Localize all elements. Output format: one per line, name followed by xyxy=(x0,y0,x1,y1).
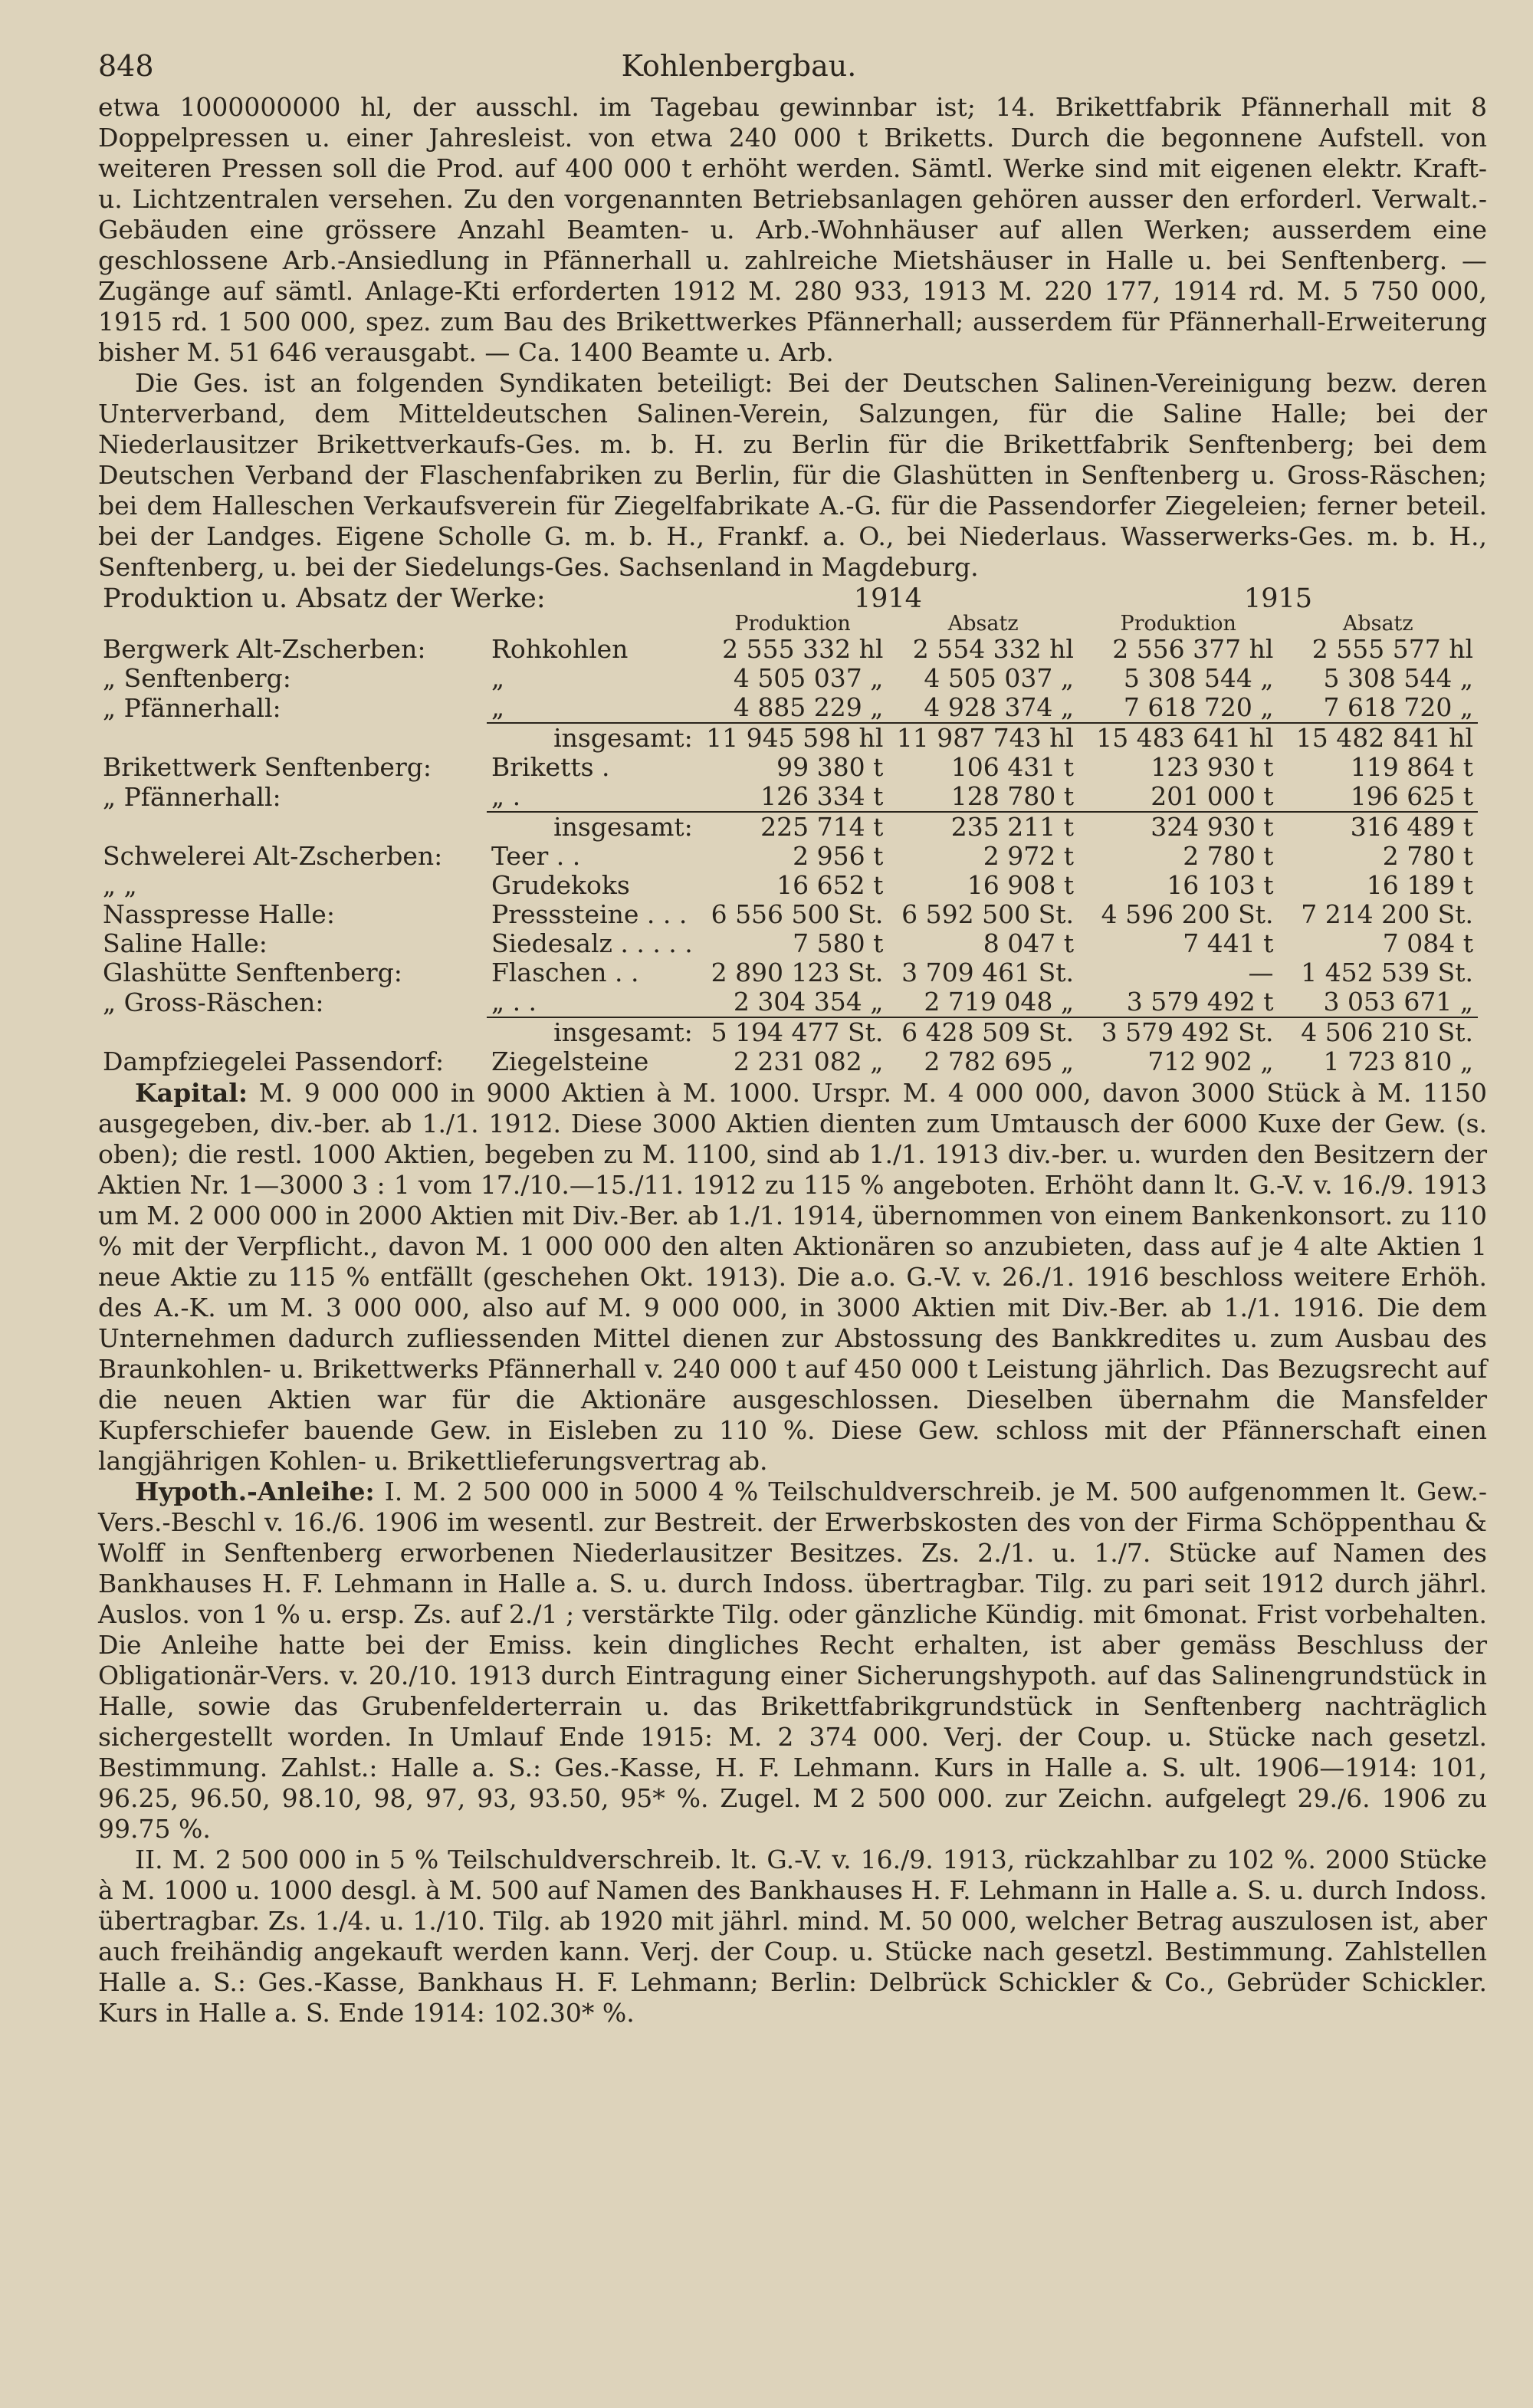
row-value: 2 890 123 St. xyxy=(711,958,884,987)
subhead-produktion-1915: Produktion xyxy=(1120,612,1236,636)
running-head: Kohlenbergbau. xyxy=(621,49,857,83)
table-total-row xyxy=(98,812,1478,842)
row-value: 106 431 t xyxy=(950,752,1074,782)
row-value: 15 483 641 hl xyxy=(1078,723,1278,753)
table-row xyxy=(98,987,1478,1017)
hypoth-lead: Hypoth.-Anleihe: xyxy=(135,1477,375,1506)
subhead-produktion-1914: Produktion xyxy=(734,612,851,636)
row-product: Siedesalz . . . . . xyxy=(491,928,693,958)
row-product: Grudekoks xyxy=(491,870,630,900)
page-number: 848 xyxy=(98,49,154,83)
production-table xyxy=(98,584,1478,1076)
kapital-lead: Kapital: xyxy=(135,1078,248,1108)
row-value: 4 505 037 „ xyxy=(924,663,1074,693)
row-value: 2 719 048 „ xyxy=(924,987,1074,1017)
row-value: 235 211 t xyxy=(888,812,1078,842)
row-value: 3 579 492 St. xyxy=(1078,1017,1278,1047)
year-1914: 1914 xyxy=(853,583,922,614)
table-row xyxy=(98,900,1478,929)
row-value: 2 956 t xyxy=(793,841,884,871)
table-title: Produktion u. Absatz der Werke: xyxy=(103,583,546,614)
table-row xyxy=(98,753,1478,782)
row-name: „ Gross-Räschen: xyxy=(103,987,324,1017)
row-name: Brikettwerk Senftenberg: xyxy=(103,752,432,782)
row-value: 7 441 t xyxy=(1183,928,1274,958)
row-product: Teer . . xyxy=(491,841,581,871)
row-value: 6 428 509 St. xyxy=(888,1017,1078,1047)
row-value: 712 902 „ xyxy=(1147,1046,1274,1076)
row-name xyxy=(98,723,487,753)
paragraph-syndicates: Die Ges. ist an folgenden Syndikaten beteiligt: Bei der Deutschen Salinen-Vereinigung bezw. deren Unterverband, dem Mitteldeutschen Salinen-Verein, Salzungen, für die Saline Halle; bei der Niederlausitzer Brikettverkaufs-Ges. m. b. H. zu Berlin für die Brikettfabrik Senftenberg; bei dem Deutschen Verband der Flaschenfabriken zu Berlin, für die Glashütten in Senftenberg u. Gross-Räschen; bei dem Halleschen Verkaufsverein für Ziegelfabrikate A.-G. für die Passendorfer Ziegeleien; ferner beteil. bei der Landges. Eigene Scholle G. m. b. H., Frankf. a. O., bei Niederlaus. Wasserwerks-Ges. m. b. H., Senftenberg, u. bei der Siedelungs-Ges. Sachsenland in Magdeburg. xyxy=(98,368,1487,582)
table-row xyxy=(98,635,1478,664)
row-value: 7 580 t xyxy=(793,928,884,958)
row-product: „ . xyxy=(491,781,521,811)
row-value: 5 308 544 „ xyxy=(1323,663,1473,693)
row-value: 2 555 577 hl xyxy=(1311,634,1473,664)
row-value: 8 047 t xyxy=(983,928,1074,958)
table-subheader xyxy=(98,613,1478,635)
row-value: 99 380 t xyxy=(776,752,884,782)
row-value: 7 618 720 „ xyxy=(1323,692,1473,722)
row-value: — xyxy=(1248,958,1274,987)
row-value: 2 972 t xyxy=(983,841,1074,871)
subhead-absatz-1914: Absatz xyxy=(947,612,1019,636)
row-value: 119 864 t xyxy=(1350,752,1473,782)
row-value: 2 782 695 „ xyxy=(924,1046,1074,1076)
row-value: 2 780 t xyxy=(1382,841,1473,871)
row-value: 4 596 200 St. xyxy=(1101,899,1274,929)
table-row xyxy=(98,929,1478,958)
row-value: 16 908 t xyxy=(967,870,1074,900)
paragraph-kapital xyxy=(98,1078,1487,1477)
row-product: Rohkohlen xyxy=(491,634,629,664)
kapital-text: M. 9 000 000 in 9000 Aktien à M. 1000. Urspr. M. 4 000 000, davon 3000 Stück à M. 1150 ausgegeben, div.-ber. ab 1./1. 1912. Diese 3000 Aktien dienten zum Umtausch der 6000 Kuxe der Gew. (s. oben); die restl. 1000 Aktien, begeben zu M. 1100, sind ab 1./1. 1913 div.-ber. u. wurden den Besitzern der Aktien Nr. 1—3000 3 : 1 vom 17./10.—15./11. 1912 zu 115 % angeboten. Erhöht dann lt. G.-V. v. 16./9. 1913 um M. 2 000 000 in 2000 Aktien mit Div.-Ber. ab 1./1. 1914, übernommen von einem Bankenkonsort. zu 110 % mit der Verpflicht., davon M. 1 000 000 den alten Aktionären so anzubieten, dass auf je 4 alte Aktien 1 neue Aktie zu 115 % entfällt (geschehen Okt. 1913). Die a.o. G.-V. v. 26./1. 1916 beschloss weitere Erhöh. des A.-K. um M. 3 000 000, also auf M. 9 000 000, in 3000 Aktien mit Div.-Ber. ab 1./1. 1916. Die dem Unternehmen dadurch zufliessenden Mittel dienen zur Abstossung des Bankkredites u. zum Ausbau des Braunkohlen- u. Brikettwerks Pfännerhall v. 240 000 t auf 450 000 t Leistung jährlich. Das Bezugsrecht auf die neuen Aktien war für die Aktionäre ausgeschlossen. Dieselben übernahm die Mansfelder Kupferschiefer bauende Gew. in Eisleben zu 110 %. Diese Gew. schloss mit der Pfännerschaft einen langjährigen Kohlen- u. Brikettlieferungsvertrag ab. xyxy=(98,1078,1487,1476)
table-total-row xyxy=(98,723,1478,753)
row-value: 316 489 t xyxy=(1278,812,1478,842)
row-value: 2 554 332 hl xyxy=(912,634,1074,664)
row-value: 7 084 t xyxy=(1382,928,1473,958)
row-value: 4 928 374 „ xyxy=(924,692,1074,722)
row-product: insgesamt: xyxy=(487,812,698,842)
row-product: Presssteine . . . xyxy=(491,899,688,929)
table-header-years xyxy=(98,584,1478,613)
row-value: 7 618 720 „ xyxy=(1123,692,1274,722)
row-value: 3 053 671 „ xyxy=(1323,987,1473,1017)
row-product: Ziegelsteine xyxy=(491,1046,649,1076)
table-row xyxy=(98,958,1478,987)
row-value: 3 579 492 t xyxy=(1126,987,1274,1017)
subhead-absatz-1915: Absatz xyxy=(1342,612,1413,636)
table-body xyxy=(98,635,1478,1076)
table-row xyxy=(98,1047,1478,1076)
row-name: Saline Halle: xyxy=(103,928,268,958)
row-name xyxy=(98,812,487,842)
row-value: 16 652 t xyxy=(776,870,884,900)
row-value: 11 945 598 hl xyxy=(698,723,888,753)
row-value: 16 103 t xyxy=(1167,870,1274,900)
row-name: Dampfziegelei Passendorf: xyxy=(103,1046,445,1076)
row-product: insgesamt: xyxy=(487,1017,698,1047)
table-row xyxy=(98,871,1478,900)
row-value: 126 334 t xyxy=(760,781,884,811)
row-product: „ xyxy=(491,663,505,693)
body-text xyxy=(98,92,1487,2029)
row-name: Glashütte Senftenberg: xyxy=(103,958,402,987)
row-value: 7 214 200 St. xyxy=(1301,899,1473,929)
row-value: 2 304 354 „ xyxy=(733,987,884,1017)
row-value: 1 723 810 „ xyxy=(1323,1046,1473,1076)
row-value: 4 506 210 St. xyxy=(1278,1017,1478,1047)
row-value: 3 709 461 St. xyxy=(901,958,1074,987)
table-row xyxy=(98,782,1478,812)
paragraph-plants: etwa 1000000000 hl, der ausschl. im Tagebau gewinnbar ist; 14. Brikettfabrik Pfännerhall mit 8 Doppelpressen u. einer Jahresleist. von etwa 240 000 t Briketts. Durch die begonnene Aufstell. von weiteren Pressen soll die Prod. auf 400 000 t erhöht werden. Sämtl. Werke sind mit eigenen elektr. Kraft- u. Lichtzentralen versehen. Zu den vorgenannten Betriebsanlagen gehören ausser den erforderl. Verwalt.-Gebäuden eine grössere Anzahl Beamten- u. Arb.-Wohnhäuser auf allen Werken; ausserdem eine geschlossene Arb.-Ansiedlung in Pfännerhall u. zahlreiche Mietshäuser in Halle u. bei Senftenberg. — Zugänge auf sämtl. Anlage-Kti erforderten 1912 M. 280 933, 1913 M. 220 177, 1914 rd. M. 5 750 000, 1915 rd. 1 500 000, spez. zum Bau des Brikettwerkes Pfännerhall; ausserdem für Pfännerhall-Erweiterung bisher M. 51 646 verausgabt. — Ca. 1400 Beamte u. Arb. xyxy=(98,92,1487,367)
row-value: 11 987 743 hl xyxy=(888,723,1078,753)
row-product: „ xyxy=(491,692,505,722)
row-name: „ Senftenberg: xyxy=(103,663,291,693)
row-value: 16 189 t xyxy=(1366,870,1473,900)
page-header xyxy=(98,38,1487,92)
row-product: Briketts . xyxy=(491,752,610,782)
row-name: „ „ xyxy=(103,870,137,900)
hypoth-text: I. M. 2 500 000 in 5000 4 % Teilschuldverschreib. je M. 500 aufgenommen lt. Gew.-Vers.-Beschl v. 16./6. 1906 im wesentl. zur Bestreit. der Erwerbskosten des von der Firma Schöppenthau & Wolff in Senftenberg erworbenen Niederlausitzer Besitzes. Zs. 2./1. u. 1./7. Stücke auf Namen des Bankhauses H. F. Lehmann in Halle a. S. u. durch Indoss. übertragbar. Tilg. zu pari seit 1912 durch jährl. Auslos. von 1 % u. ersp. Zs. auf 2./1 ; verstärkte Tilg. oder gänzliche Kündig. mit 6monat. Frist vorbehalten. Die Anleihe hatte bei der Emiss. kein dingliches Recht erhalten, ist aber gemäss Beschluss der Obligationär-Vers. v. 20./10. 1913 durch Eintragung einer Sicherungshypoth. auf das Salinengrundstück in Halle, sowie das Grubenfelderterrain u. das Brikettfabrikgrundstück in Senftenberg nachträglich sichergestellt worden. In Umlauf Ende 1915: M. 2 374 000. Verj. der Coup. u. Stücke nach gesetzl. Bestimmung. Zahlst.: Halle a. S.: Ges.-Kasse, H. F. Lehmann. Kurs in Halle a. S. ult. 1906—1914: 101, 96.25, 96.50, 98.10, 98, 97, 93, 93.50, 95* %. Zugel. M 2 500 000. zur Zeichn. aufgelegt 29./6. 1906 zu 99.75 %. xyxy=(98,1477,1487,1844)
row-value: 5 194 477 St. xyxy=(698,1017,888,1047)
row-value: 2 780 t xyxy=(1183,841,1274,871)
row-name: „ Pfännerhall: xyxy=(103,782,281,812)
row-value: 128 780 t xyxy=(950,781,1074,811)
row-product: Flaschen . . xyxy=(491,958,639,987)
row-product: insgesamt: xyxy=(487,723,698,753)
row-value: 15 482 841 hl xyxy=(1278,723,1478,753)
table-row xyxy=(98,693,1478,723)
row-value: 2 555 332 hl xyxy=(722,634,884,664)
row-value: 123 930 t xyxy=(1151,752,1274,782)
row-name: Nasspresse Halle: xyxy=(103,899,335,929)
row-name xyxy=(98,1017,487,1047)
row-value: 6 592 500 St. xyxy=(901,899,1074,929)
row-value: 225 714 t xyxy=(698,812,888,842)
row-value: 4 885 229 „ xyxy=(733,692,884,722)
row-value: 5 308 544 „ xyxy=(1123,663,1274,693)
paragraph-hypoth-anleihe xyxy=(98,1477,1487,1845)
row-name: „ Pfännerhall: xyxy=(103,693,281,723)
table-total-row xyxy=(98,1017,1478,1047)
table-row xyxy=(98,664,1478,693)
table-row xyxy=(98,842,1478,871)
row-name: Bergwerk Alt-Zscherben: xyxy=(103,634,426,664)
row-value: 4 505 037 „ xyxy=(733,663,884,693)
row-value: 324 930 t xyxy=(1078,812,1278,842)
row-value: 2 231 082 „ xyxy=(733,1046,884,1076)
row-value: 201 000 t xyxy=(1151,781,1274,811)
row-value: 2 556 377 hl xyxy=(1112,634,1274,664)
row-value: 196 625 t xyxy=(1350,781,1473,811)
row-value: 1 452 539 St. xyxy=(1301,958,1473,987)
row-product: „ . . xyxy=(491,987,537,1017)
paragraph-anleihe-ii: II. M. 2 500 000 in 5 % Teilschuldverschreib. lt. G.-V. v. 16./9. 1913, rückzahlbar zu 102 %. 2000 Stücke à M. 1000 u. 1000 desgl. à M. 500 auf Namen des Bankhauses H. F. Lehmann in Halle a. S. u. durch Indoss. übertragbar. Zs. 1./4. u. 1./10. Tilg. ab 1920 mit jährl. mind. M. 50 000, welcher Betrag auszulosen ist, aber auch freihändig angekauft werden kann. Verj. der Coup. u. Stücke nach gesetzl. Bestimmung. Zahlstellen Halle a. S.: Ges.-Kasse, Bankhaus H. F. Lehmann; Berlin: Delbrück Schickler & Co., Gebrüder Schickler. Kurs in Halle a. S. Ende 1914: 102.30* %. xyxy=(98,1845,1487,2028)
row-name: Schwelerei Alt-Zscherben: xyxy=(103,841,443,871)
year-1915: 1915 xyxy=(1243,583,1313,614)
row-value: 6 556 500 St. xyxy=(711,899,884,929)
